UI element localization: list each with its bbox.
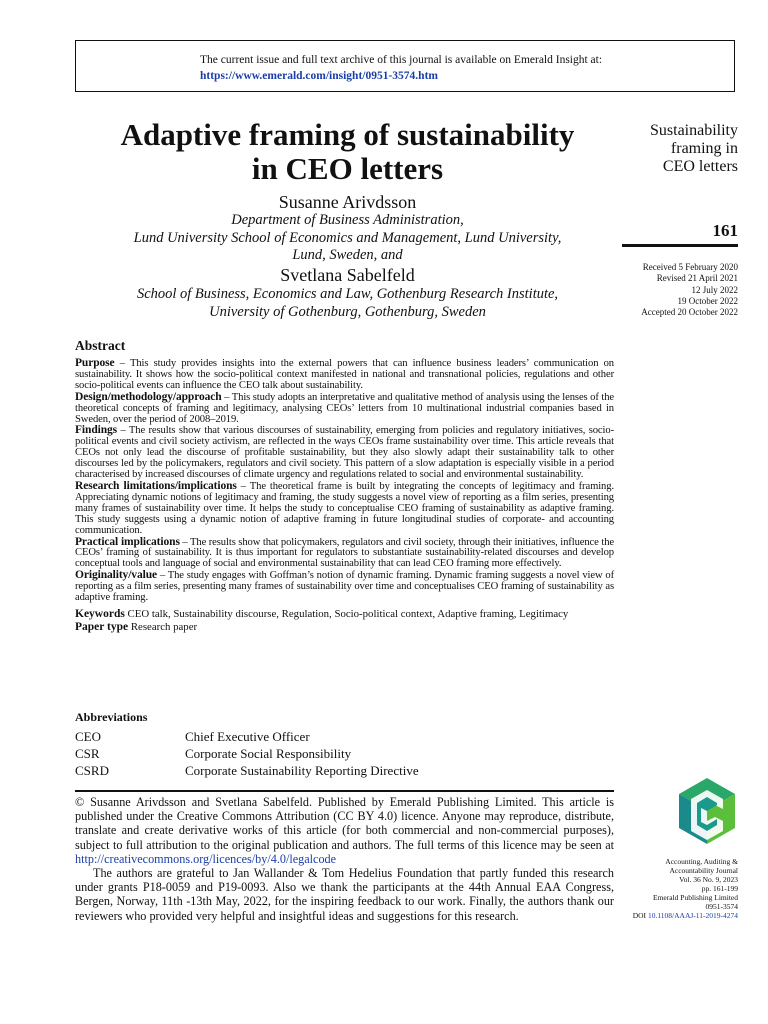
abstract-purpose bbox=[75, 358, 614, 392]
doi-line bbox=[622, 911, 738, 920]
section-text: – The study engages with Goffman’s notion of dynamic framing. Dynamic framing suggests a novel view of reporting as a film series, presenting many frames of sustainability over time and conceptualises CEO framing of sustainability as adaptive framing. bbox=[75, 570, 614, 604]
abbreviations-heading: Abbreviations bbox=[75, 710, 148, 724]
notice-text: The current issue and full text archive of this journal is available on Emerald Insight at: bbox=[200, 54, 603, 66]
abstract-limitations bbox=[75, 481, 614, 537]
abstract-originality bbox=[75, 570, 614, 604]
date-revised: 19 October 2022 bbox=[677, 295, 738, 306]
abstract-design bbox=[75, 392, 614, 426]
doi-link[interactable]: 10.1108/AAAJ-11-2019-4274 bbox=[647, 911, 738, 920]
abstract-practical bbox=[75, 537, 614, 571]
section-label: Design/methodology/approach bbox=[75, 390, 222, 403]
keywords-label: Keywords bbox=[75, 607, 125, 620]
license-text: © Susanne Arivdsson and Svetlana Sabelfeld. Published by Emerald Publishing Limited. This article is published under the Creative Commons Attribution (CC BY 4.0) licence. Anyone may reproduce, distribute, translate and create derivative works of this article (for both commercial and non-commercial purposes), subject to full attribution to the original publication and authors. The full terms of this licence may be seen at bbox=[75, 795, 614, 852]
running-head-line: framing in bbox=[670, 140, 738, 157]
journal-info-line: Vol. 36 No. 9, 2023 bbox=[679, 875, 738, 884]
date-received: Received 5 February 2020 bbox=[642, 262, 738, 272]
abbreviation-row bbox=[75, 745, 575, 762]
date-revised: 12 July 2022 bbox=[691, 284, 738, 295]
author-name-2: Svetlana Sabelfeld bbox=[280, 265, 415, 285]
journal-info-line: Accountability Journal bbox=[669, 866, 738, 875]
paper-type-label: Paper type bbox=[75, 620, 129, 633]
keywords-text: CEO talk, Sustainability discourse, Regulation, Socio-political context, Adaptive framing, Legitimacy bbox=[124, 607, 569, 620]
running-head bbox=[622, 122, 738, 176]
section-label: Research limitations/implications bbox=[75, 479, 237, 492]
license-link[interactable]: http://creativecommons.org/licences/by/4.0/legalcode bbox=[75, 851, 337, 866]
footnote-divider bbox=[75, 790, 614, 792]
journal-info-line: Emerald Publishing Limited bbox=[653, 893, 738, 902]
license-paragraph bbox=[75, 795, 614, 866]
doi-label: DOI bbox=[632, 911, 648, 920]
keywords bbox=[75, 608, 614, 621]
section-label: Originality/value bbox=[75, 569, 157, 582]
section-label: Findings bbox=[75, 424, 118, 437]
abstract-heading: Abstract bbox=[75, 338, 126, 353]
title-line-1: Adaptive framing of sustainability bbox=[120, 117, 575, 152]
abbreviation-row bbox=[75, 728, 575, 745]
section-text: – The results show that various discourses of sustainability, emerging from policies and regulatory initiatives, socio-political events and civil society activism, are reflected in the ways CEOs frame sustainability over time. This article reveals that CEOs not only lead the discourse of profitable sustainability, but they also slowly adapt their sustainability talk to other discourses led by the policymakers, regulators and civil society. This pattern of a slow adaptation is especially visible in a period characterised by increased discourses of climate urgency and regulations related to social and environmental sustainability. bbox=[75, 425, 614, 481]
running-head-line: CEO letters bbox=[662, 158, 738, 175]
affiliation-line: Lund, Sweden, and bbox=[292, 247, 403, 263]
abstract-findings bbox=[75, 425, 614, 481]
paper-type-text: Research paper bbox=[128, 620, 198, 633]
affiliation-line: Department of Business Administration, bbox=[231, 212, 464, 228]
abstract bbox=[75, 338, 614, 634]
section-label: Practical implications bbox=[75, 535, 180, 548]
running-head-line: Sustainability bbox=[650, 122, 738, 139]
abbreviation-key: CEO bbox=[75, 729, 101, 744]
emerald-logo-icon bbox=[676, 776, 738, 846]
acknowledgement-paragraph: The authors are grateful to Jan Wallander & Tom Hedelius Foundation that partly funded this research under grants P18-0059 and P19-0093. Also we thank the participants at the 44th Annual EAA Congress, Bergen, Norway, 11th -13th May, 2022, for the inspiring feedback to our work. Finally, the authors thank our reviewers who provided very helpful and insightful ideas and suggestions for this research. bbox=[75, 866, 614, 923]
affiliation-line: School of Business, Economics and Law, Gothenburg Research Institute, bbox=[136, 286, 559, 302]
author-affiliation-1 bbox=[75, 212, 620, 265]
abbreviation-key: CSRD bbox=[75, 763, 109, 778]
author-name-1: Susanne Arivdsson bbox=[278, 192, 417, 212]
license-notice bbox=[75, 795, 614, 923]
section-text: – The theoretical frame is built by integrating the concepts of legitimacy and framing. Appreciating dynamic notions of legitimacy and framing, the study suggests a novel view of reporting as a film series, presenting many frames of sustainability over time. It helps the study to conceptualise CEO framing of sustainability as adaptive framing. This study suggests using a dynamic notion of adaptive framing in future longitudinal studies of corporate- and accounting communication. bbox=[75, 480, 615, 536]
page-number: 161 bbox=[712, 221, 738, 240]
title-line-2: in CEO letters bbox=[251, 151, 444, 186]
paper-type bbox=[75, 621, 614, 634]
article-history-dates bbox=[622, 262, 738, 318]
abbreviation-key: CSR bbox=[75, 746, 100, 761]
journal-notice-box bbox=[75, 40, 735, 92]
affiliation-line: Lund University School of Economics and Management, Lund University, bbox=[133, 229, 562, 246]
section-text: – This study provides insights into the external powers that can influence business leaders’ communication on sustainability. It shows how the socio-political context manifested in national and transnational policies, regulations and other socio-political events can influence the CEO talk about sustainability. bbox=[75, 358, 614, 391]
abbreviation-row bbox=[75, 762, 575, 779]
journal-info-line: 0951-3574 bbox=[705, 902, 738, 911]
author-affiliation-2 bbox=[75, 286, 620, 321]
section-text: – This study adopts an interpretative and qualitative method of analysis using the lenses of the theoretical concepts of framing and legitimacy, analysing CEOs’ letters from 10 multinational industrial companies based in Sweden, over the period of 2008–2019. bbox=[75, 391, 614, 425]
page-number-rule bbox=[622, 244, 738, 247]
section-text: – The results show that policymakers, regulators and civil society, through their initiatives, influence the CEOs’ framing of sustainability. It is thus important for regulators to substantiate sustainability-related discourses and develop conceptual tools and language of social and environmental sustainability that can lead CEO framing more effectively. bbox=[75, 536, 614, 570]
section-label: Purpose bbox=[75, 357, 115, 369]
journal-info-line: Accounting, Auditing & bbox=[665, 857, 738, 866]
journal-url-link[interactable]: https://www.emerald.com/insight/0951-3574.htm bbox=[200, 70, 438, 82]
abbreviation-value: Corporate Social Responsibility bbox=[185, 746, 352, 761]
article-title bbox=[75, 118, 620, 186]
date-revised: Revised 21 April 2021 bbox=[656, 273, 738, 284]
journal-info-line: pp. 161-199 bbox=[701, 884, 738, 893]
date-accepted: Accepted 20 October 2022 bbox=[641, 307, 738, 318]
abbreviation-value: Chief Executive Officer bbox=[185, 729, 310, 744]
journal-notice bbox=[200, 52, 602, 84]
abbreviation-value: Corporate Sustainability Reporting Directive bbox=[185, 763, 419, 778]
affiliation-line: University of Gothenburg, Gothenburg, Sweden bbox=[209, 303, 486, 320]
abbreviations bbox=[75, 710, 575, 779]
journal-info bbox=[622, 857, 738, 920]
